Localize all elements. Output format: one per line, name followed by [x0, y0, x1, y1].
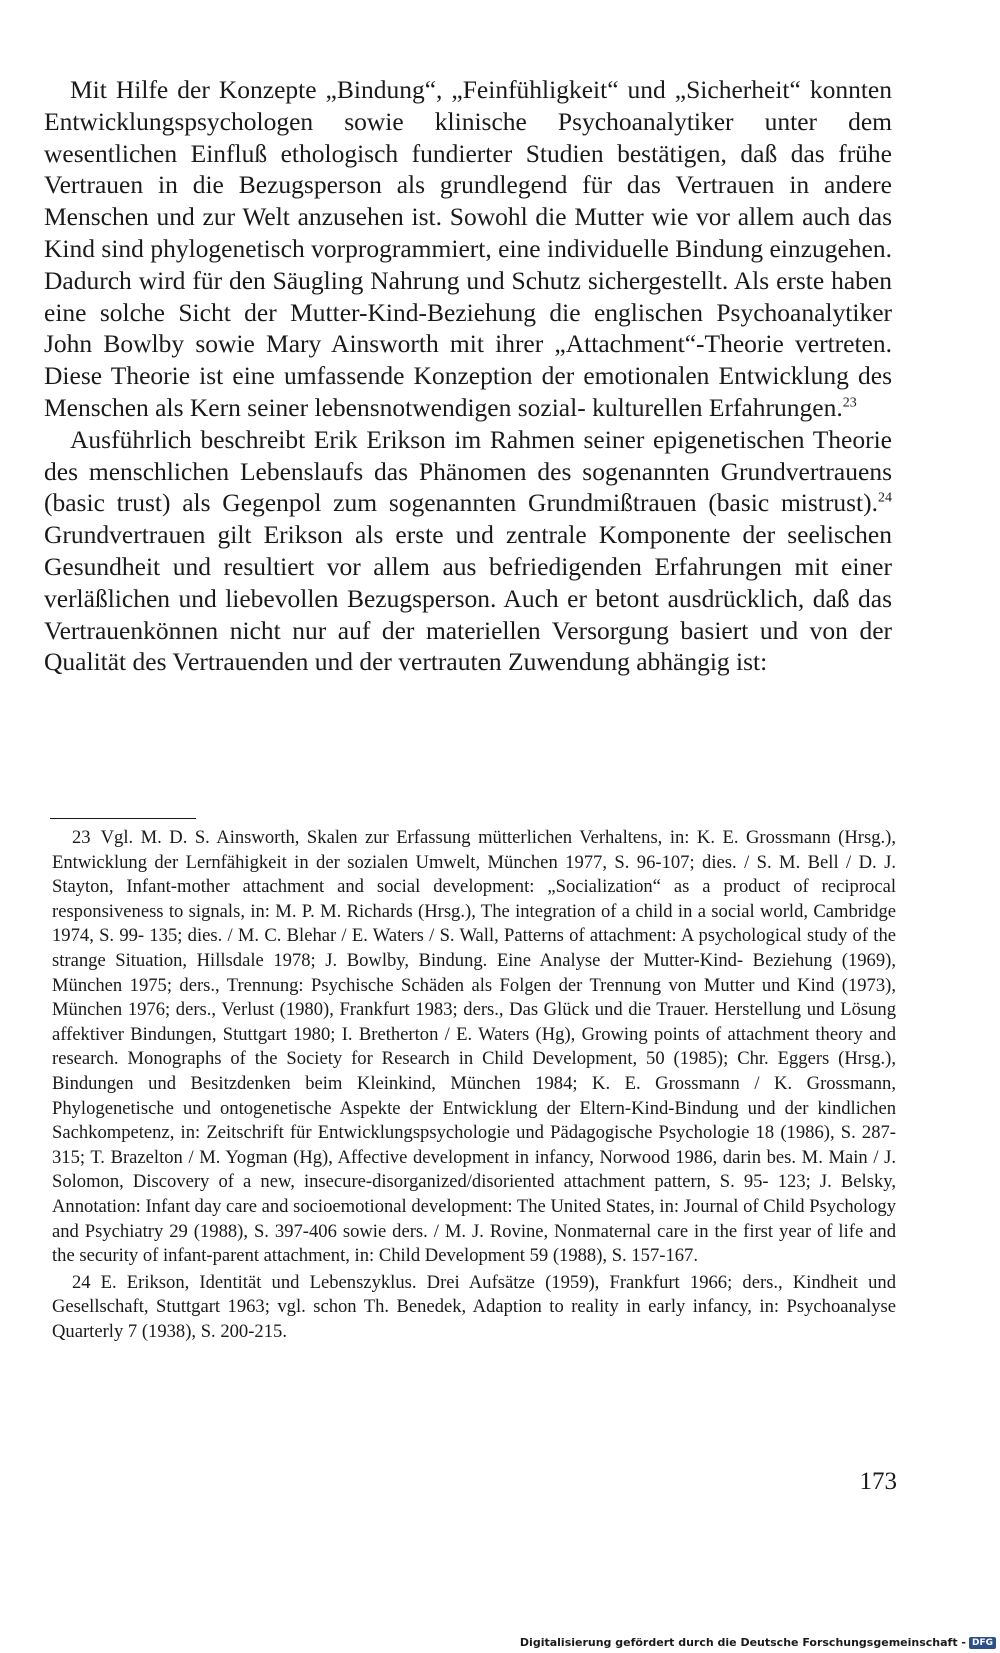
- footnotes: [52, 826, 896, 1344]
- footnote-number: 24: [72, 1271, 91, 1293]
- footnote-ref-24[interactable]: 24: [878, 490, 892, 506]
- footnote-number: 23: [72, 827, 91, 848]
- footnote-divider: [50, 818, 196, 819]
- digitization-credit: [520, 1636, 996, 1649]
- footnote-24: [52, 1271, 896, 1345]
- dfg-logo-icon: DFG: [969, 1637, 996, 1649]
- paragraph-2: Ausführlich beschreibt Erik Erikson im Rahmen seiner epigenetischen Theorie des menschlichen Lebenslaufs das Phänomen des sogenannten Grundvertrauens (basic trust) als Gegenpol zum sogenannten Grundmißtrauen (basic mistrust).$^{24}$ Grundvertrauen gilt Erikson als erste und zentrale Komponente der seelischen Gesundheit und resultiert vor allem aus befriedigenden Erfahrungen mit einer verläßlichen und liebevollen Bezugsperson. Auch er betont ausdrücklich, daß das Vertrauenkönnen nicht nur auf der materiellen Versorgung basiert und von der Qualität des Vertrauenden und der vertrauten Zuwendung abhängig ist:: [44, 424, 892, 677]
- body-text: [44, 74, 892, 678]
- credit-text: Digitalisierung gefördert durch die Deutsche Forschungsgemeinschaft -: [519, 1636, 966, 1649]
- page-content: [44, 74, 892, 678]
- footnote-23: [52, 826, 896, 1269]
- paragraph-1: Mit Hilfe der Konzepte „Bindung“, „Feinfühligkeit“ und „Sicherheit“ konnten Entwicklungspsychologen sowie klinische Psychoanalytiker unter dem wesentlichen Einfluß ethologisch fundierter Studien bestätigen, daß das frühe Vertrauen in die Bezugsperson als grundlegend für das Vertrauen in andere Menschen und zur Welt anzusehen ist. Sowohl die Mutter wie vor allem auch das Kind sind phylogenetisch vorprogrammiert, eine individuelle Bindung einzugehen. Dadurch wird für den Säugling Nahrung und Schutz sichergestellt. Als erste haben eine solche Sicht der Mutter-Kind-Beziehung die englischen Psychoanalytiker John Bowlby sowie Mary Ainsworth mit ihrer „Attachment“-Theorie vertreten. Diese Theorie ist eine umfassende Konzeption der emotionalen Entwicklung des Menschen als Kern seiner lebensnotwendigen sozial- kulturellen Erfahrungen.$^{23}$: [44, 75, 892, 422]
- footnote-text: Vgl. M. D. S. Ainsworth, Skalen zur Erfassung mütterlichen Verhaltens, in: K. E. Grossmann (Hrsg.), Entwicklung der Lernfähigkeit in der sozialen Umwelt, München 1977, S. 96-107; dies. / S. M. Bell / D. J. Stayton, Infant-mother attachment and social development: „Socialization“ as a product of reciprocal responsiveness to signals, in: M. P. M. Richards (Hrsg.), The integration of a child in a social world, Cambridge 1974, S. 99- 135; dies. / M. C. Blehar / E. Waters / S. Wall, Patterns of attachment: A psychological study of the strange Situation, Hillsdale 1978; J. Bowlby, Bindung. Eine Analyse der Mutter-Kind- Beziehung (1969), München 1975; ders., Trennung: Psychische Schäden als Folgen der Trennung von Mutter und Kind (1973), München 1976; ders., Verlust (1980), Frankfurt 1983; ders., Das Glück und die Trauer. Herstellung und Lösung affektiver Bindungen, Stuttgart 1980; I. Bretherton / E. Waters (Hg), Growing points of attachment theory and research. Monographs of the Society for Research in Child Development, 50 (1985); Chr. Eggers (Hrsg.), Bindungen und Besitzdenken beim Kleinkind, München 1984; K. E. Grossmann / K. Grossmann, Phylogenetische und ontogenetische Aspekte der Entwicklung der Eltern-Kind-Bindung und der kindlichen Sachkompetenz, in: Zeitschrift für Entwicklungspsychologie und Pädagogische Psychologie 18 (1986), S. 287-315; T. Brazelton / M. Yogman (Hg), Affective development in infancy, Norwood 1986, darin bes. M. Main / J. Solomon, Discovery of a new, insecure-disorganized/disoriented attachment pattern, S. 95- 123; J. Belsky, Annotation: Infant day care and socioemotional development: The United States, in: Journal of Child Psychology and Psychiatry 29 (1988), S. 397-406 sowie ders. / M. J. Rovine, Nonmaternal care in the first year of life and the security of infant-parent attachment, in: Child Development 59 (1988), S. 157-167.: [52, 827, 896, 1267]
- footnote-text: E. Erikson, Identität und Lebenszyklus. Drei Aufsätze (1959), Frankfurt 1966; ders., Kindheit und Gesellschaft, Stuttgart 1963; vgl. schon Th. Benedek, Adaption to reality in early infancy, in: Psychoanalyse Quarterly 7 (1938), S. 200-215.: [52, 1271, 896, 1342]
- footnote-ref-23[interactable]: 23: [842, 395, 857, 411]
- page-number: 173: [859, 1468, 897, 1495]
